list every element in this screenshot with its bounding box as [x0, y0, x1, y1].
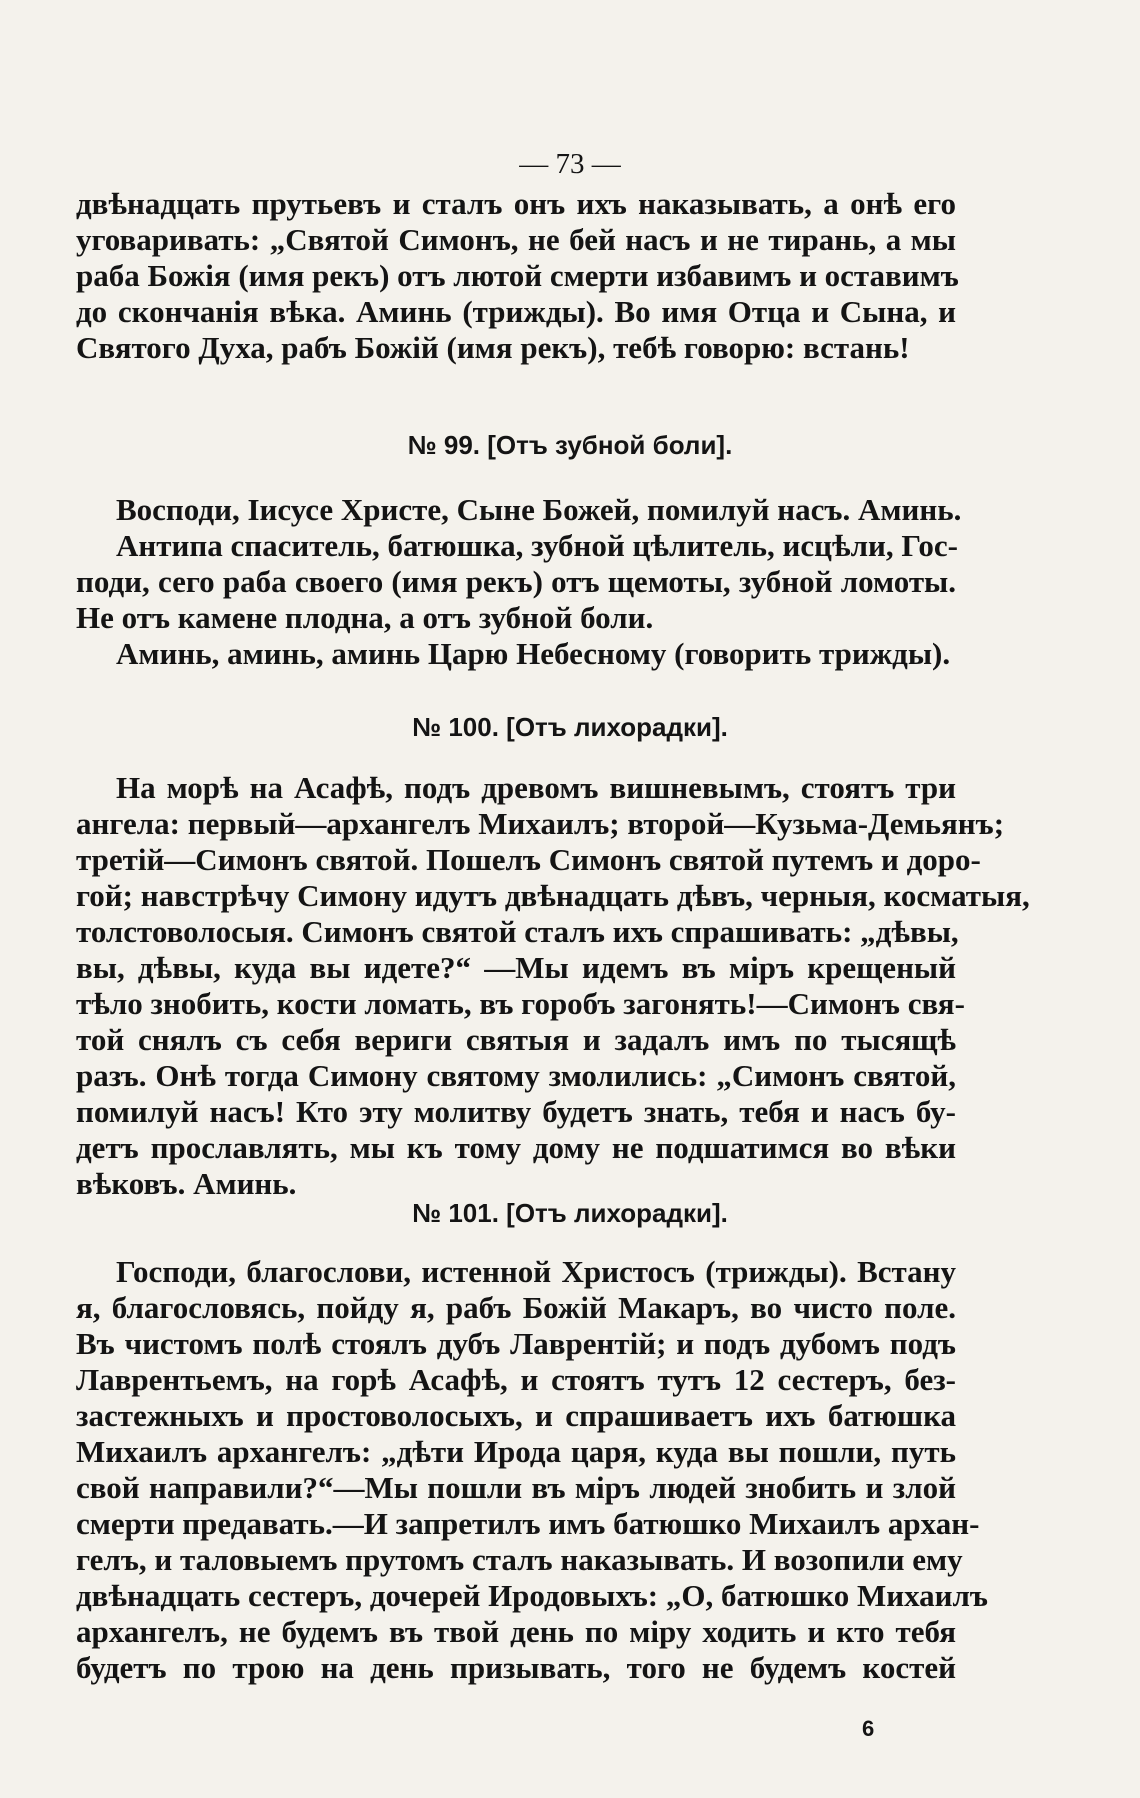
- text-line: Лаврентьемъ, на горѣ Асафѣ, и стоятъ тутъ 12 сестеръ, без-: [76, 1362, 956, 1397]
- text-line: уговаривать: „Святой Симонъ, не бей насъ и не тирань, а мы: [76, 222, 956, 257]
- text-line: будетъ по трою на день призывать, того не будемъ костей: [76, 1650, 956, 1685]
- text-line: до скончанія вѣка. Аминь (трижды). Во имя Отца и Сына, и: [76, 294, 956, 329]
- text-line: разъ. Онѣ тогда Симону святому змолились: „Симонъ святой,: [76, 1058, 956, 1093]
- text-line: архангелъ, не будемъ въ твой день по міру ходить и кто тебя: [76, 1614, 956, 1649]
- text-line: Михаилъ архангелъ: „дѣти Ирода царя, куда вы пошли, путь: [76, 1434, 956, 1469]
- text-line: вѣковъ. Аминь.: [76, 1166, 297, 1201]
- text-line: вы, дѣвы, куда вы идете?“ —Мы идемъ въ міръ крещеный: [76, 950, 956, 985]
- text-line: ангела: первый—архангелъ Михаилъ; второй—Кузьма-Демьянъ;: [76, 806, 1005, 841]
- text-line: двѣнадцать сестеръ, дочерей Иродовыхъ: „О, батюшко Михаилъ: [76, 1578, 988, 1613]
- section-body-100: [76, 770, 1030, 1202]
- text-line: я, благословясь, пойду я, рабъ Божій Макаръ, во чисто поле.: [76, 1290, 956, 1325]
- section-body-99: [76, 492, 962, 672]
- text-line: гелъ, и таловыемъ прутомъ сталъ наказывать. И возопили ему: [76, 1542, 963, 1577]
- page-number: — 73 —: [519, 148, 621, 180]
- text-line: третій—Симонъ святой. Пошелъ Симонъ святой путемъ и доро-: [76, 842, 981, 877]
- section-body-101: [76, 1254, 988, 1686]
- text-line: гой; навстрѣчу Симону идутъ двѣнадцать дѣвъ, черныя, косматыя,: [76, 878, 1030, 913]
- text-line: раба Божія (имя рекъ) отъ лютой смерти избавимъ и оставимъ: [76, 258, 959, 293]
- text-line: поди, сего раба своего (имя рекъ) отъ щемоты, зубной ломоты.: [76, 564, 956, 599]
- text-line: смерти предавать.—И запретилъ имъ батюшко Михаилъ архан-: [76, 1506, 980, 1541]
- text-line: детъ прославлять, мы къ тому дому не подшатимся во вѣки: [76, 1130, 956, 1165]
- text-line: Господи, благослови, истенной Христосъ (трижды). Встану: [116, 1254, 956, 1289]
- text-line: свой направили?“—Мы пошли въ міръ людей знобить и злой: [76, 1470, 956, 1505]
- text-line: помилуй насъ! Кто эту молитву будетъ знать, тебя и насъ бу-: [76, 1094, 956, 1129]
- text-line: застежныхъ и простоволосыхъ, и спрашиваетъ ихъ батюшка: [76, 1398, 956, 1433]
- text-line: Аминь, аминь, аминь Царю Небесному (говорить трижды).: [116, 636, 951, 671]
- text-line: Не отъ камене плодна, а отъ зубной боли.: [76, 600, 654, 635]
- intro-paragraph: [76, 186, 959, 366]
- text-line: На морѣ на Асафѣ, подъ древомъ вишневымъ, стоятъ три: [116, 770, 956, 805]
- text-line: Антипа спаситель, батюшка, зубной цѣлитель, исцѣли, Гос-: [116, 528, 958, 563]
- text-line: той снялъ съ себя вериги святыя и задалъ имъ по тысящѣ: [76, 1022, 956, 1057]
- text-line: двѣнадцать прутьевъ и сталъ онъ ихъ наказывать, а онѣ его: [76, 186, 956, 221]
- text-line: Святого Духа, рабъ Божій (имя рекъ), тебѣ говорю: встань!: [76, 330, 910, 365]
- section-heading-101: № 101. [Отъ лихорадки].: [412, 1198, 728, 1228]
- text-line: тѣло знобить, кости ломать, въ горобъ загонять!—Симонъ свя-: [76, 986, 965, 1021]
- section-heading-100: № 100. [Отъ лихорадки].: [412, 712, 728, 742]
- text-line: Восподи, Іисусе Христе, Сыне Божей, помилуй насъ. Аминь.: [116, 492, 962, 527]
- signature-mark: 6: [862, 1716, 875, 1741]
- text-line: толстоволосыя. Симонъ святой сталъ ихъ спрашивать: „дѣвы,: [76, 914, 959, 949]
- text-line: Въ чистомъ полѣ стоялъ дубъ Лаврентій; и подъ дубомъ подъ: [76, 1326, 956, 1361]
- section-heading-99: № 99. [Отъ зубной боли].: [407, 430, 733, 460]
